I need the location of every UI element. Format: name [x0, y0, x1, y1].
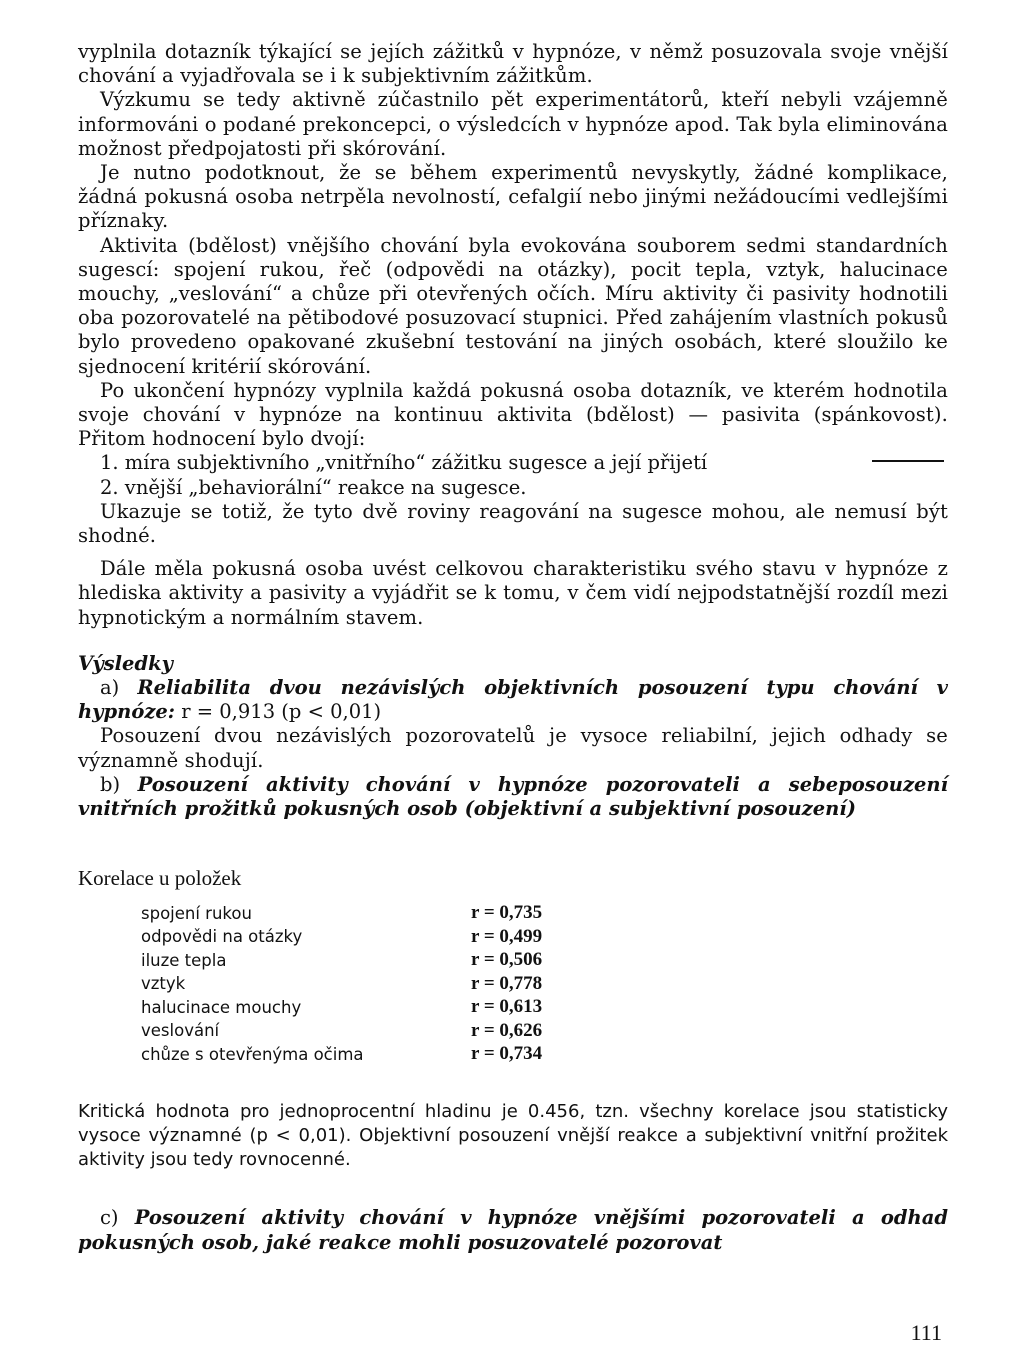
result-b-label: b) [100, 772, 121, 796]
closing-paragraph: Kritická hodnota pro jednoprocentní hladinu je 0.456, tzn. všechny korelace jsou statisticky vysoce významné (p < 0,01). Objektivní posouzení vnější reakce a subjektivní vnitřní prožitek aktivity jsou tedy rovnocenné. [78, 1100, 948, 1171]
table-row [141, 972, 542, 996]
paragraph-1: vyplnila dotazník týkající se jejích zážitků v hypnóze, v němž posuzovala svoje vnější chování a vyjadřovala se i k subjektivním zážitkům. [78, 40, 948, 88]
result-b [78, 773, 948, 821]
row-value: r = 0,734 [471, 1043, 543, 1065]
result-a-text: Posouzení dvou nezávislých pozorovatelů je vysoce reliabilní, jejich odhady se významně shodují. [78, 724, 948, 772]
paragraph-5: Po ukončení hypnózy vyplnila každá pokusná osoba dotazník, ve kterém hodnotila svoje chování v hypnóze na kontinuu aktivita (bdělost) — pasivita (spánkovost). Přitom hodnocení bylo dvojí: [78, 378, 948, 451]
row-item: iluze tepla [141, 950, 227, 970]
row-value: r = 0,506 [471, 949, 543, 971]
row-value: r = 0,778 [471, 972, 543, 994]
row-item: vztyk [141, 974, 186, 994]
row-item: spojení rukou [141, 903, 252, 923]
table-row [141, 925, 542, 949]
row-item: odpovědi na otázky [141, 927, 303, 947]
table-row [141, 1019, 542, 1043]
paragraph-6: Ukazuje se totiž, že tyto dvě roviny reagování na sugesce mohou, ale nemusí být shodné. [78, 499, 948, 548]
horizontal-rule [872, 460, 944, 462]
result-c [78, 1206, 948, 1254]
row-value: r = 0,626 [471, 1019, 543, 1041]
row-value: r = 0,735 [471, 902, 543, 924]
row-item: veslování [141, 1021, 220, 1041]
row-item: chůze s otevřenýma očima [141, 1044, 364, 1064]
correlations-title: Korelace u položek [78, 866, 242, 891]
result-a [78, 676, 948, 724]
page-body [78, 40, 948, 1255]
result-a-title: Reliabilita dvou nezávislých objektivních posouzení typu chování v hypnóze: [78, 676, 949, 724]
result-b-title: Posouzení aktivity chování v hypnóze pozorovateli a sebeposouzení vnitřních prožitků pokusných osob (objektivní a subjektivní posouzení) [78, 772, 949, 821]
table-row [141, 948, 542, 972]
page-number: 111 [910, 1320, 942, 1345]
results-heading: Výsledky [78, 651, 173, 675]
row-value: r = 0,613 [471, 996, 543, 1018]
list-item-2: 2. vnější „behaviorální“ reakce na sugesce. [100, 475, 527, 499]
result-c-title: Posouzení aktivity chování v hypnóze vnějšími pozorovateli a odhad pokusných osob, jaké reakce mohli posuzovatelé pozorovat [78, 1206, 948, 1254]
table-row [141, 995, 542, 1019]
paragraph-7: Dále měla pokusná osoba uvést celkovou charakteristiku svého stavu v hypnóze z hlediska aktivity a pasivity a vyjádřit se k tomu, v čem vidí nejpodstatnější rozdíl mezi hypnotickým a normálním stavem. [78, 557, 948, 629]
list-item-1: 1. míra subjektivního „vnitřního“ zážitku sugesce a její přijetí [100, 451, 708, 475]
row-value: r = 0,499 [471, 925, 543, 947]
paragraph-3: Je nutno podotknout, že se během experimentů nevyskytly, žádné komplikace, žádná pokusná osoba netrpěla nevolností, cefalgií nebo jinými nežádoucími vedlejšími příznaky. [78, 161, 948, 233]
correlations-table [141, 901, 542, 1066]
table-row [141, 1042, 542, 1066]
result-a-value: r = 0,913 (p < 0,01) [181, 700, 382, 724]
paragraph-2: Výzkumu se tedy aktivně zúčastnilo pět experimentátorů, kteří nebyli vzájemně informováni o podané prekoncepci, o výsledcích v hypnóze apod. Tak byla eliminována možnost předpojatosti při skórování. [78, 88, 948, 160]
row-item: halucinace mouchy [141, 997, 302, 1017]
table-row [141, 901, 542, 925]
list-item-row [78, 451, 948, 475]
result-c-label: c) [100, 1206, 119, 1230]
paragraph-4: Aktivita (bdělost) vnějšího chování byla evokována souborem sedmi standardních sugescí: spojení rukou, řeč (odpovědi na otázky), pocit tepla, vztyk, halucinace mouchy, „veslování“ a chůze při otevřených očích. Míru aktivity či pasivity hodnotili oba pozorovatelé na pětibodové posuzovací stupnici. Před zahájením vlastních pokusů bylo provedeno opakované zkušební testování na jiných osobách, které sloužilo ke sjednocení kritérií skórování. [78, 233, 948, 378]
result-a-label: a) [100, 676, 120, 700]
